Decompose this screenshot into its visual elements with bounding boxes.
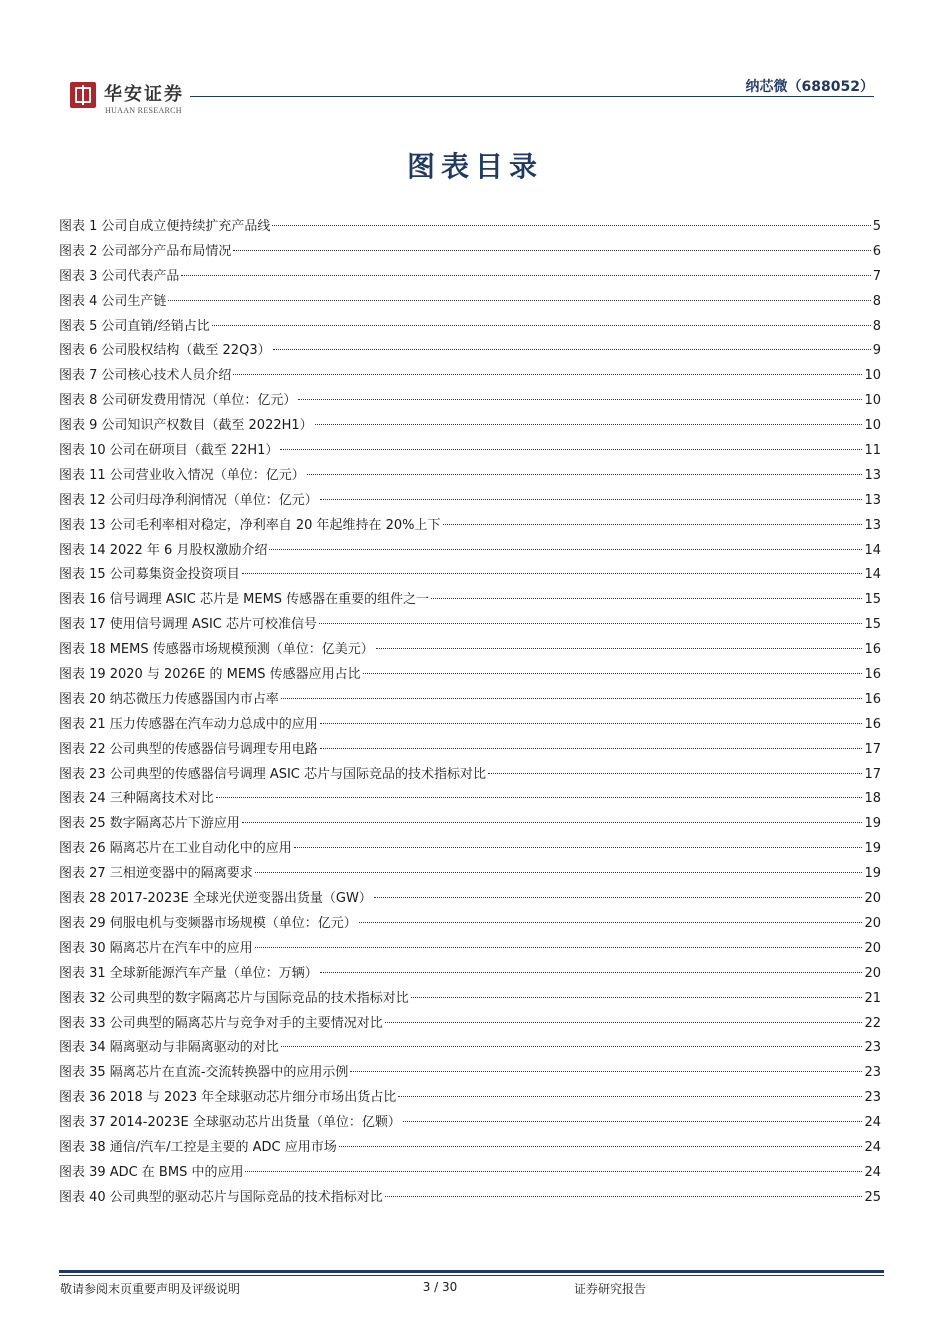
toc-entry-page: 19	[864, 816, 881, 832]
toc-dot-leader	[242, 573, 863, 574]
toc-dot-leader	[294, 847, 863, 848]
toc-entry-page: 13	[864, 492, 881, 508]
toc-entry-page: 9	[872, 343, 881, 359]
toc-entry-page: 24	[864, 1164, 881, 1180]
toc-entry[interactable]	[59, 315, 881, 340]
toc-entry-number: 图表 4	[59, 293, 98, 309]
toc-entry-page: 7	[872, 268, 881, 284]
toc-dot-leader	[242, 822, 863, 823]
toc-entry-title: 公司部分产品布局情况	[101, 243, 232, 259]
toc-entry[interactable]	[59, 414, 881, 439]
toc-entry-title: 纳芯微压力传感器国内市占率	[109, 691, 279, 707]
toc-dot-leader	[398, 1096, 862, 1097]
toc-entry-page: 19	[864, 866, 881, 882]
toc-dot-leader	[281, 1046, 863, 1047]
toc-entry[interactable]	[59, 1111, 881, 1136]
toc-entry[interactable]	[59, 1012, 881, 1037]
toc-entry-page: 24	[864, 1115, 881, 1131]
toc-entry-page: 18	[864, 791, 881, 807]
toc-dot-leader	[280, 449, 862, 450]
toc-entry-title: 三种隔离技术对比	[109, 791, 214, 807]
toc-dot-leader	[255, 947, 863, 948]
huaan-logo-icon	[70, 82, 96, 108]
toc-entry-number: 图表 20	[59, 691, 106, 707]
toc-entry[interactable]	[59, 912, 881, 937]
footer-report-type: 证券研究报告	[574, 1282, 647, 1296]
toc-entry[interactable]	[59, 663, 881, 688]
toc-entry-number: 图表 31	[59, 965, 106, 981]
toc-entry-page: 13	[864, 517, 881, 533]
toc-entry-page: 15	[864, 592, 881, 608]
toc-entry-number: 图表 38	[59, 1139, 106, 1155]
toc-entry[interactable]	[59, 987, 881, 1012]
toc-entry-page: 11	[864, 443, 881, 459]
toc-dot-leader	[443, 524, 863, 525]
toc-entry-number: 图表 18	[59, 642, 106, 658]
toc-entry-page: 20	[864, 915, 881, 931]
toc-entry[interactable]	[59, 787, 881, 812]
toc-entry[interactable]	[59, 937, 881, 962]
toc-entry-title: 公司募集资金投资项目	[109, 567, 240, 583]
toc-entry-number: 图表 40	[59, 1189, 106, 1205]
toc-dot-leader	[307, 474, 863, 475]
toc-entry-number: 图表 28	[59, 891, 106, 907]
page-title: 图表目录	[406, 150, 543, 183]
toc-entry-title: 隔离芯片在工业自动化中的应用	[109, 841, 292, 857]
toc-entry-title: 公司典型的数字隔离芯片与国际竞品的技术指标对比	[109, 990, 409, 1006]
toc-entry-page: 23	[864, 1065, 881, 1081]
toc-dot-leader	[350, 1071, 862, 1072]
toc-entry-number: 图表 29	[59, 915, 106, 931]
toc-entry[interactable]	[59, 514, 881, 539]
toc-entry-number: 图表 26	[59, 841, 106, 857]
toc-dot-leader	[376, 648, 863, 649]
toc-entry[interactable]	[59, 464, 881, 489]
toc-entry-title: 公司自成立便持续扩充产品线	[101, 219, 271, 234]
toc-entry-page: 21	[864, 990, 881, 1006]
toc-entry-title: 2018 与 2023 年全球驱动芯片细分市场出货占比	[109, 1090, 397, 1106]
toc-entry-page: 22	[864, 1015, 881, 1031]
toc-entry[interactable]	[59, 862, 881, 887]
toc-entry-number: 图表 22	[59, 741, 106, 757]
toc-entry[interactable]	[59, 290, 881, 315]
toc-dot-leader	[385, 1196, 863, 1197]
toc-dot-leader	[273, 349, 871, 350]
toc-entry-page: 17	[864, 766, 881, 782]
toc-entry-title: 2020 与 2026E 的 MEMS 传感器应用占比	[109, 667, 361, 683]
toc-entry-page: 23	[864, 1040, 881, 1056]
toc-dot-leader	[255, 872, 863, 873]
page-header	[0, 0, 950, 130]
toc-entry-page: 8	[872, 293, 881, 309]
toc-entry-number: 图表 8	[59, 393, 98, 409]
toc-dot-leader	[212, 325, 871, 326]
toc-entry-page: 10	[864, 418, 881, 434]
toc-entry-title: 公司核心技术人员介绍	[101, 368, 232, 384]
toc-entry-number: 图表 32	[59, 990, 106, 1006]
toc-dot-leader	[411, 997, 863, 998]
toc-entry-page: 14	[864, 542, 881, 558]
toc-entry-number: 图表 16	[59, 592, 106, 608]
toc-entry[interactable]	[59, 1036, 881, 1061]
toc-entry-number: 图表 10	[59, 443, 106, 459]
toc-entry[interactable]	[59, 1186, 881, 1211]
toc-dot-leader	[315, 424, 863, 425]
toc-dot-leader	[431, 598, 862, 599]
toc-dot-leader	[272, 225, 870, 226]
toc-entry[interactable]	[59, 364, 881, 389]
toc-entry[interactable]	[59, 1061, 881, 1086]
toc-entry[interactable]	[59, 638, 881, 663]
toc-entry-page: 20	[864, 940, 881, 956]
toc-entry-page: 24	[864, 1139, 881, 1155]
toc-entry-page: 5	[872, 219, 881, 234]
toc-entry-title: 公司典型的传感器信号调理专用电路	[109, 741, 318, 757]
toc-entry-title: 通信/汽车/工控是主要的 ADC 应用市场	[109, 1139, 337, 1155]
header-divider	[190, 96, 874, 97]
toc-entry[interactable]	[59, 837, 881, 862]
toc-entry-number: 图表 19	[59, 667, 106, 683]
toc-entry[interactable]	[59, 688, 881, 713]
toc-entry-page: 20	[864, 891, 881, 907]
toc-entry-title: 公司研发费用情况（单位：亿元）	[101, 393, 297, 409]
toc-entry-title: 隔离驱动与非隔离驱动的对比	[109, 1040, 279, 1056]
toc-entry-title: 隔离芯片在直流-交流转换器中的应用示例	[109, 1065, 349, 1081]
toc-entry-number: 图表 3	[59, 268, 98, 284]
toc-entry-page: 16	[864, 691, 881, 707]
toc-dot-leader	[363, 673, 863, 674]
toc-entry[interactable]	[59, 439, 881, 464]
toc-entry-page: 19	[864, 841, 881, 857]
toc-dot-leader	[320, 972, 863, 973]
toc-entry-title: 三相逆变器中的隔离要求	[109, 866, 253, 882]
toc-entry-page: 16	[864, 642, 881, 658]
toc-entry[interactable]	[59, 563, 881, 588]
logo-text: 华安证券	[104, 84, 184, 105]
toc-entry-number: 图表 12	[59, 492, 106, 508]
toc-entry[interactable]	[59, 812, 881, 837]
toc-entry-number: 图表 34	[59, 1040, 106, 1056]
toc-entry-title: MEMS 传感器市场规模预测（单位：亿美元）	[109, 642, 374, 658]
toc-entry-page: 13	[864, 467, 881, 483]
toc-entry[interactable]	[59, 539, 881, 564]
toc-entry[interactable]	[59, 713, 881, 738]
toc-entry-number: 图表 17	[59, 617, 106, 633]
footer-disclaimer: 敬请参阅末页重要声明及评级说明	[60, 1282, 241, 1296]
toc-entry-number: 图表 25	[59, 816, 106, 832]
toc-entry-page: 16	[864, 667, 881, 683]
toc-dot-leader	[281, 698, 863, 699]
toc-entry-number: 图表 9	[59, 418, 98, 434]
footer-divider-thin	[59, 1275, 884, 1276]
toc-dot-leader	[319, 623, 862, 624]
toc-entry[interactable]	[59, 1161, 881, 1186]
toc-entry-title: 全球新能源汽车产量（单位：万辆）	[109, 965, 318, 981]
toc-entry[interactable]	[59, 339, 881, 364]
toc-entry-number: 图表 2	[59, 243, 98, 259]
toc-entry[interactable]	[59, 215, 881, 240]
footer-divider-thick	[59, 1270, 884, 1273]
toc-entry-title: 使用信号调理 ASIC 芯片可校准信号	[109, 617, 318, 633]
toc-entry-title: 公司在研项目（截至 22H1）	[109, 443, 279, 459]
toc-entry-page: 10	[864, 393, 881, 409]
toc-dot-leader	[269, 549, 862, 550]
toc-dot-leader	[385, 1022, 863, 1023]
toc-dot-leader	[320, 723, 863, 724]
toc-entry-number: 图表 30	[59, 940, 106, 956]
page-number: 3 / 30	[422, 1280, 458, 1294]
toc-entry[interactable]	[59, 738, 881, 763]
toc-entry[interactable]	[59, 1086, 881, 1111]
toc-entry-title: 伺服电机与变频器市场规模（单位：亿元）	[109, 915, 357, 931]
toc-entry-number: 图表 21	[59, 716, 106, 732]
toc-dot-leader	[320, 748, 863, 749]
toc-entry-page: 16	[864, 716, 881, 732]
toc-entry[interactable]	[59, 1136, 881, 1161]
toc-entry-title: 公司直销/经销占比	[101, 318, 210, 334]
toc-entry-number: 图表 11	[59, 467, 106, 483]
toc-dot-leader	[488, 773, 862, 774]
toc-entry-number: 图表 35	[59, 1065, 106, 1081]
toc-entry-page: 14	[864, 567, 881, 583]
toc-entry[interactable]	[59, 265, 881, 290]
toc-dot-leader	[359, 922, 863, 923]
toc-entry-title: 公司生产链	[101, 293, 167, 309]
toc-entry-title: 压力传感器在汽车动力总成中的应用	[109, 716, 318, 732]
company-name: 纳芯微（688052）	[745, 79, 874, 95]
toc-dot-leader	[339, 1146, 863, 1147]
toc-dot-leader	[233, 250, 870, 251]
toc-entry-page: 23	[864, 1090, 881, 1106]
toc-entry-title: 2014-2023E 全球驱动芯片出货量（单位：亿颗）	[109, 1115, 401, 1131]
toc-entry-page: 20	[864, 965, 881, 981]
toc-entry[interactable]	[59, 613, 881, 638]
logo-subtext: HUAAN RESEARCH	[105, 106, 182, 115]
toc-entry-title: 隔离芯片在汽车中的应用	[109, 940, 253, 956]
toc-entry-number: 图表 23	[59, 766, 106, 782]
toc-entry-title: 公司典型的隔离芯片与竞争对手的主要情况对比	[109, 1015, 383, 1031]
toc-dot-leader	[320, 499, 863, 500]
toc-entry-number: 图表 27	[59, 866, 106, 882]
toc-entry[interactable]	[59, 489, 881, 514]
toc-dot-leader	[168, 300, 870, 301]
toc-dot-leader	[403, 1121, 863, 1122]
toc-entry-title: ADC 在 BMS 中的应用	[109, 1164, 244, 1180]
toc-entry-number: 图表 37	[59, 1115, 106, 1131]
toc-dot-leader	[374, 897, 863, 898]
toc-dot-leader	[181, 275, 870, 276]
toc-entry-title: 公司毛利率相对稳定，净利率自 20 年起维持在 20%上下	[109, 517, 441, 533]
toc-entry-number: 图表 15	[59, 567, 106, 583]
toc-entry-number: 图表 1	[59, 219, 98, 234]
toc-entry-number: 图表 36	[59, 1090, 106, 1106]
toc-entry-number: 图表 5	[59, 318, 98, 334]
toc-entry-number: 图表 24	[59, 791, 106, 807]
toc-entry-page: 10	[864, 368, 881, 384]
toc-entry[interactable]	[59, 763, 881, 788]
toc-entry-title: 2017-2023E 全球光伏逆变器出货量（GW）	[109, 891, 372, 907]
toc-entry-title: 公司代表产品	[101, 268, 180, 284]
toc-dot-leader	[233, 374, 862, 375]
toc-entry[interactable]	[59, 887, 881, 912]
toc-entry-title: 2022 年 6 月股权激励介绍	[109, 542, 268, 558]
toc-entry-page: 6	[872, 243, 881, 259]
toc-dot-leader	[298, 399, 862, 400]
toc-entry[interactable]	[59, 240, 881, 265]
toc-entry-title: 公司典型的驱动芯片与国际竞品的技术指标对比	[109, 1189, 383, 1205]
toc-entry-title: 公司知识产权数目（截至 2022H1）	[101, 418, 313, 434]
toc-entry-number: 图表 14	[59, 542, 106, 558]
toc-entry-number: 图表 33	[59, 1015, 106, 1031]
toc-entry-page: 8	[872, 318, 881, 334]
toc-dot-leader	[216, 797, 863, 798]
toc-entry-page: 25	[864, 1189, 881, 1205]
toc-entry[interactable]	[59, 389, 881, 414]
toc-entry-title: 公司股权结构（截至 22Q3）	[101, 343, 271, 359]
toc-entry-number: 图表 39	[59, 1164, 106, 1180]
toc-entry[interactable]	[59, 962, 881, 987]
toc-dot-leader	[245, 1171, 862, 1172]
toc-entry-number: 图表 13	[59, 517, 106, 533]
toc-entry-title: 公司营业收入情况（单位：亿元）	[109, 467, 305, 483]
toc-entry-number: 图表 6	[59, 343, 98, 359]
toc-entry-number: 图表 7	[59, 368, 98, 384]
toc-entry-title: 公司归母净利润情况（单位：亿元）	[109, 492, 318, 508]
toc-entry-page: 17	[864, 741, 881, 757]
toc-entry-page: 15	[864, 617, 881, 633]
toc-entry-title: 数字隔离芯片下游应用	[109, 816, 240, 832]
toc-entry-title: 公司典型的传感器信号调理 ASIC 芯片与国际竞品的技术指标对比	[109, 766, 487, 782]
toc-entry[interactable]	[59, 588, 881, 613]
figure-toc-list	[59, 215, 881, 1211]
toc-entry-title: 信号调理 ASIC 芯片是 MEMS 传感器在重要的组件之一	[109, 592, 430, 608]
